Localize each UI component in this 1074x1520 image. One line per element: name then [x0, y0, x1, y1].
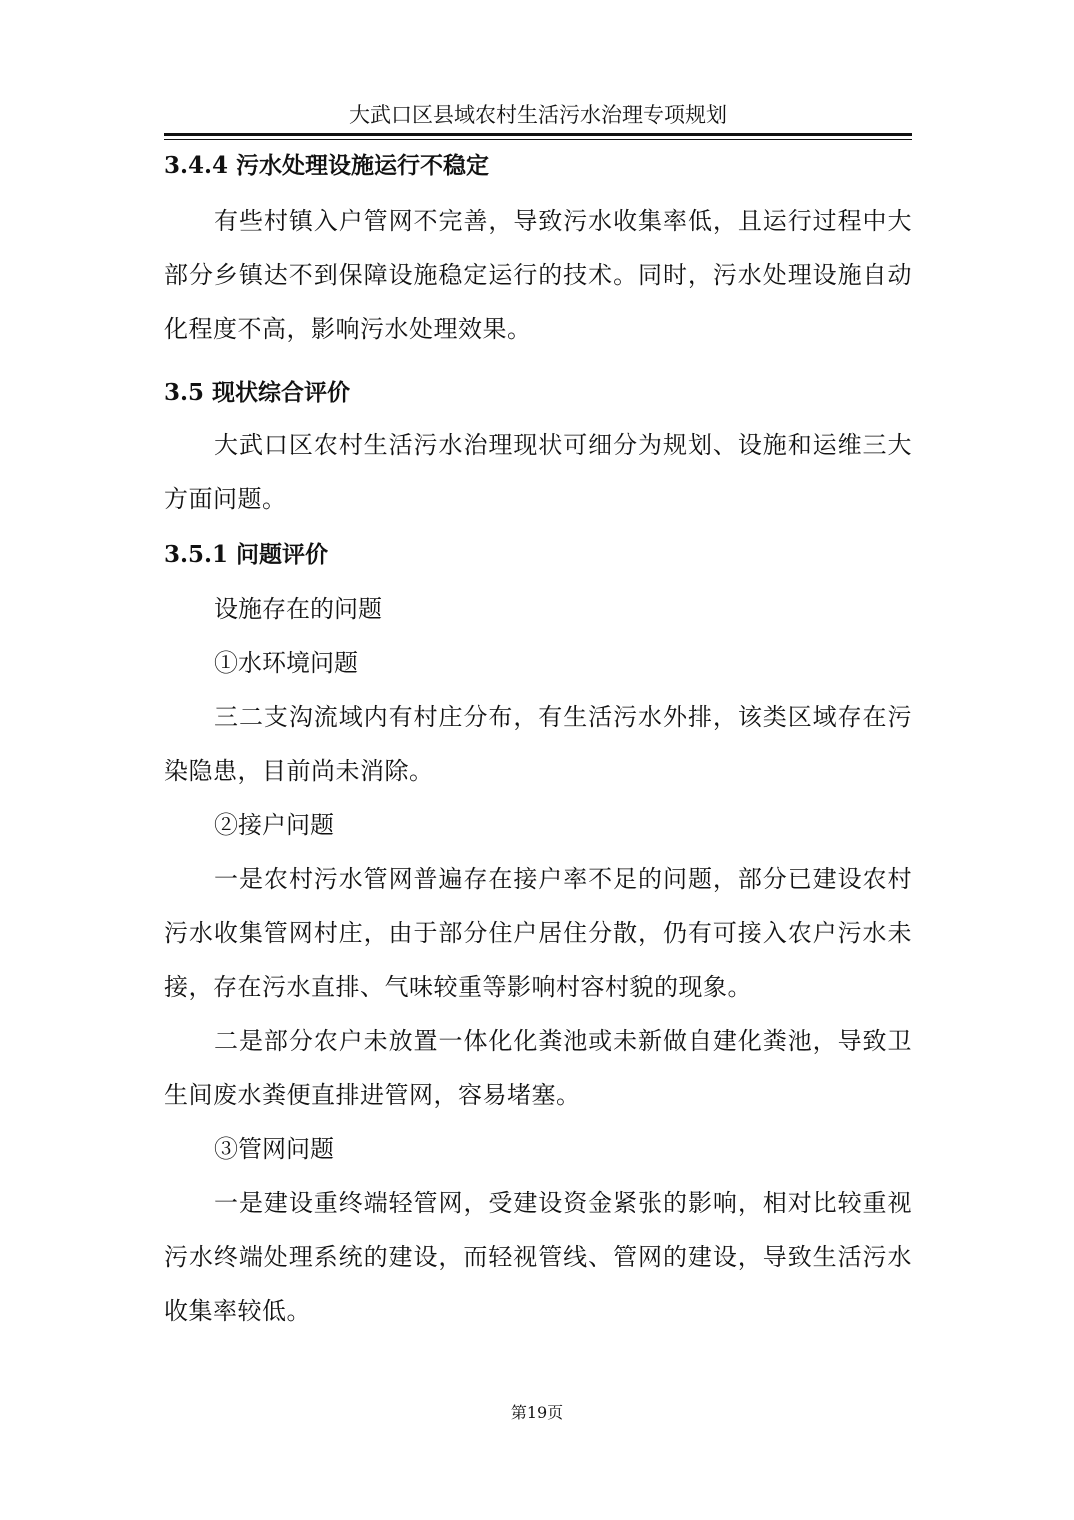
- list-item-title: ①水环境问题: [214, 649, 358, 677]
- paragraph: 一是建设重终端轻管网，受建设资金紧张的影响，相对比较重视污水终端处理系统的建设，而轻视管线、管网的建设，导致生活污水收集率较低。: [164, 1189, 912, 1325]
- list-item-title: ②接户问题: [214, 811, 334, 839]
- paragraph-intro: 设施存在的问题: [214, 595, 382, 623]
- document-body: [164, 140, 912, 1338]
- page-header-title: 大武口区县域农村生活污水治理专项规划: [349, 103, 727, 127]
- header-rule-thick: [164, 133, 912, 136]
- paragraph: 大武口区农村生活污水治理现状可细分为规划、设施和运维三大方面问题。: [164, 431, 912, 513]
- section-heading-3-5: 3.5 现状综合评价: [164, 379, 351, 406]
- paragraph: 有些村镇入户管网不完善，导致污水收集率低，且运行过程中大部分乡镇达不到保障设施稳定运行的技术。同时，污水处理设施自动化程度不高，影响污水处理效果。: [164, 207, 912, 343]
- section-heading-3-4-4: 3.4.4 污水处理设施运行不稳定: [164, 152, 490, 179]
- page-number: 第19页: [510, 1403, 564, 1422]
- list-item-title: ③管网问题: [214, 1135, 334, 1163]
- section-heading-3-5-1: 3.5.1 问题评价: [164, 541, 329, 568]
- paragraph: 二是部分农户未放置一体化化粪池或未新做自建化粪池，导致卫生间废水粪便直排进管网，容易堵塞。: [164, 1027, 912, 1109]
- paragraph: 一是农村污水管网普遍存在接户率不足的问题，部分已建设农村污水收集管网村庄，由于部分住户居住分散，仍有可接入农户污水未接，存在污水直排、气味较重等影响村容村貌的现象。: [164, 865, 912, 1001]
- paragraph: 三二支沟流域内有村庄分布，有生活污水外排，该类区域存在污染隐患，目前尚未消除。: [164, 703, 912, 785]
